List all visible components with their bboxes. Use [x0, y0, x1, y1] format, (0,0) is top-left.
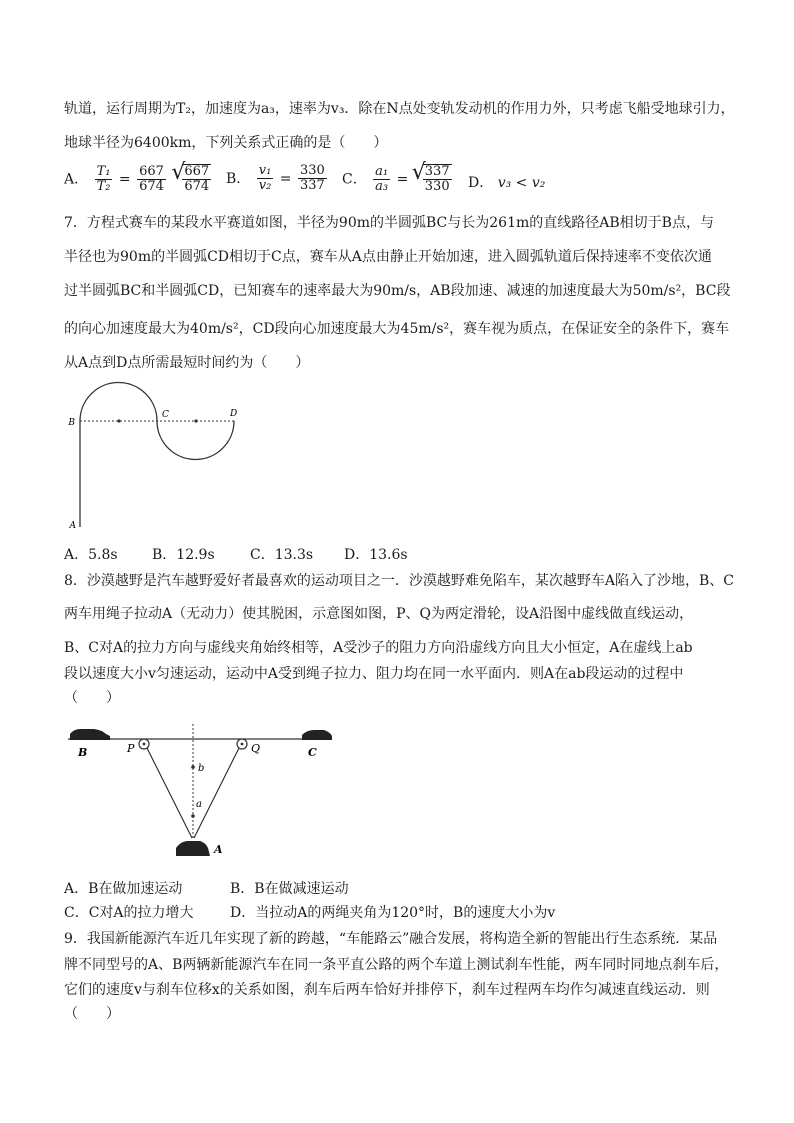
q7-arc-cd: [157, 421, 234, 460]
q6-option-b[interactable]: B． $\frac{\text{v₁}}{\text{v₂}}$ = $\frac{330}{337}$: [226, 163, 325, 194]
q8-rope-b: [147, 748, 192, 838]
q8-option-c[interactable]: C．C对A的拉力增大: [64, 905, 194, 921]
q7-label-a: A: [69, 521, 76, 531]
q6-options: [64, 160, 744, 200]
q9-line1: 9．我国新能源汽车近几年实现了新的跨越，“车能路云”融合发展，将构造全新的智能出行生态系统．某品: [64, 931, 718, 947]
q6-b-frac: $\frac{330}{337}$: [299, 163, 325, 194]
q6-line2: 地球半径为6400km，下列关系式正确的是（ ）: [64, 135, 388, 151]
q8-line5: （ ）: [64, 690, 120, 706]
q8-label-c: C: [308, 746, 317, 759]
q8-line2: 两车用绳子拉动A（无动力）使其脱困，示意图如图，P、Q为两定滑轮，设A沿图中虚线做直线运动，: [64, 606, 694, 622]
q6-a-frac: $\frac{667}{674}$: [139, 163, 164, 194]
q7-option-d[interactable]: D．13.6s: [344, 547, 408, 563]
q7-line3: 过半圆弧BC和半圆弧CD，已知赛车的速率最大为90m/s，AB段加速、减速的加速度最大为50m/s²，BC段: [64, 283, 731, 299]
q8-point-b: [191, 765, 195, 769]
q7-option-a[interactable]: A．5.8s: [64, 547, 118, 563]
q9-line3: 它们的速度v与刹车位移x的关系如图，刹车后两车恰好并排停下，刹车过程两车均作匀减速直线运动．则: [64, 982, 710, 998]
q6-option-c[interactable]: C． $\frac{\text{a₁}}{\text{a₃}}$ = √ $\frac{337}{330}$: [342, 164, 452, 195]
q7-label-b: B: [68, 418, 75, 428]
q8-label-p: P: [127, 742, 135, 755]
q6-c-lhs: $\frac{\text{a₁}}{\text{a₃}}$: [375, 163, 389, 194]
q6-option-a[interactable]: A． $\frac{\text{T₁}}{\text{T₂}}$ = $\frac{667}{674}$ √ $\frac{667}{674}$: [64, 164, 211, 195]
q7-line1: 7．方程式赛车的某段水平赛道如图，半径为90m的半圆弧BC与长为261m的直线路径AB相切于B点，与: [64, 215, 714, 231]
q8-label-b: B: [78, 746, 88, 759]
q8-rope-c: [194, 748, 239, 838]
q8-car-b: [70, 729, 110, 740]
q7-center-cd: [194, 419, 197, 422]
q8-line4: 段以速度大小v匀速运动，运动中A受到绳子拉力、阻力均在同一水平面内．则A在ab段运动的过程中: [64, 666, 684, 682]
q8-point-a: [191, 814, 195, 818]
q7-option-c[interactable]: C．13.3s: [250, 547, 314, 563]
q8-options-row2: [64, 902, 664, 922]
q8-label-a-point: a: [196, 799, 202, 810]
q6-a-lhs: $\frac{\text{T₁}}{\text{T₂}}$: [96, 163, 111, 194]
q8-line3: B、C对A的拉力方向与虚线夹角始终相等，A受沙子的阻力方向沿虚线方向且大小恒定，A在虚线上ab: [64, 640, 693, 656]
q7-line4: 的向心加速度最大为40m/s²，CD段向心加速度最大为45m/s²，赛车视为质点，在保证安全的条件下，赛车: [64, 321, 730, 337]
q7-option-b[interactable]: B．12.9s: [152, 547, 215, 563]
q8-label-q: Q: [251, 742, 261, 755]
q8-car-c: [302, 730, 332, 740]
q8-label-a: A: [214, 843, 223, 856]
q7-track-figure: [60, 375, 260, 535]
q9-line4: （ ）: [64, 1006, 120, 1022]
q9-line2: 牌不同型号的A、B两辆新能源汽车在同一条平直公路的两个车道上测试刹车性能，两车同时同地点刹车后，: [64, 957, 729, 973]
q6-b-lhs: $\frac{\text{v₁}}{\text{v₂}}$: [258, 163, 272, 194]
q8-option-a[interactable]: A．B在做加速运动: [64, 881, 183, 897]
q8-option-b[interactable]: B．B在做减速运动: [230, 881, 349, 897]
q7-options: [64, 544, 664, 564]
q8-car-a: [176, 841, 210, 856]
q7-line2: 半径也为90m的半圆弧CD相切于C点，赛车从A点由静止开始加速，进入圆弧轨道后保持速率不变依次通: [64, 249, 712, 265]
q6-option-d[interactable]: D． v₃ < v₂: [468, 175, 546, 191]
q7-label-c: C: [162, 410, 169, 420]
q8-option-d[interactable]: D．当拉动A的两绳夹角为120°时，B的速度大小为v: [230, 905, 556, 921]
q8-label-b-point: b: [198, 763, 205, 774]
q7-label-d: D: [230, 409, 238, 419]
q8-line1: 8．沙漠越野是汽车越野爱好者最喜欢的运动项目之一．沙漠越野难免陷车，某次越野车A陷入了沙地，B、C: [64, 573, 735, 589]
q7-line5: 从A点到D点所需最短时间约为（ ）: [64, 355, 310, 371]
q6-line1: 轨道，运行周期为T₂，加速度为a₃，速率为v₃．除在N点处变轨发动机的作用力外，只考虑飞船受地球引力，: [64, 101, 735, 117]
q8-rescue-figure: [64, 720, 344, 865]
q8-options-row1: [64, 878, 664, 898]
q6-a-sqrt: √ $\frac{667}{674}$: [182, 164, 211, 195]
q6-c-sqrt: √ $\frac{337}{330}$: [423, 164, 452, 195]
q7-arc-bc: [80, 383, 157, 422]
q7-center-bc: [117, 419, 120, 422]
